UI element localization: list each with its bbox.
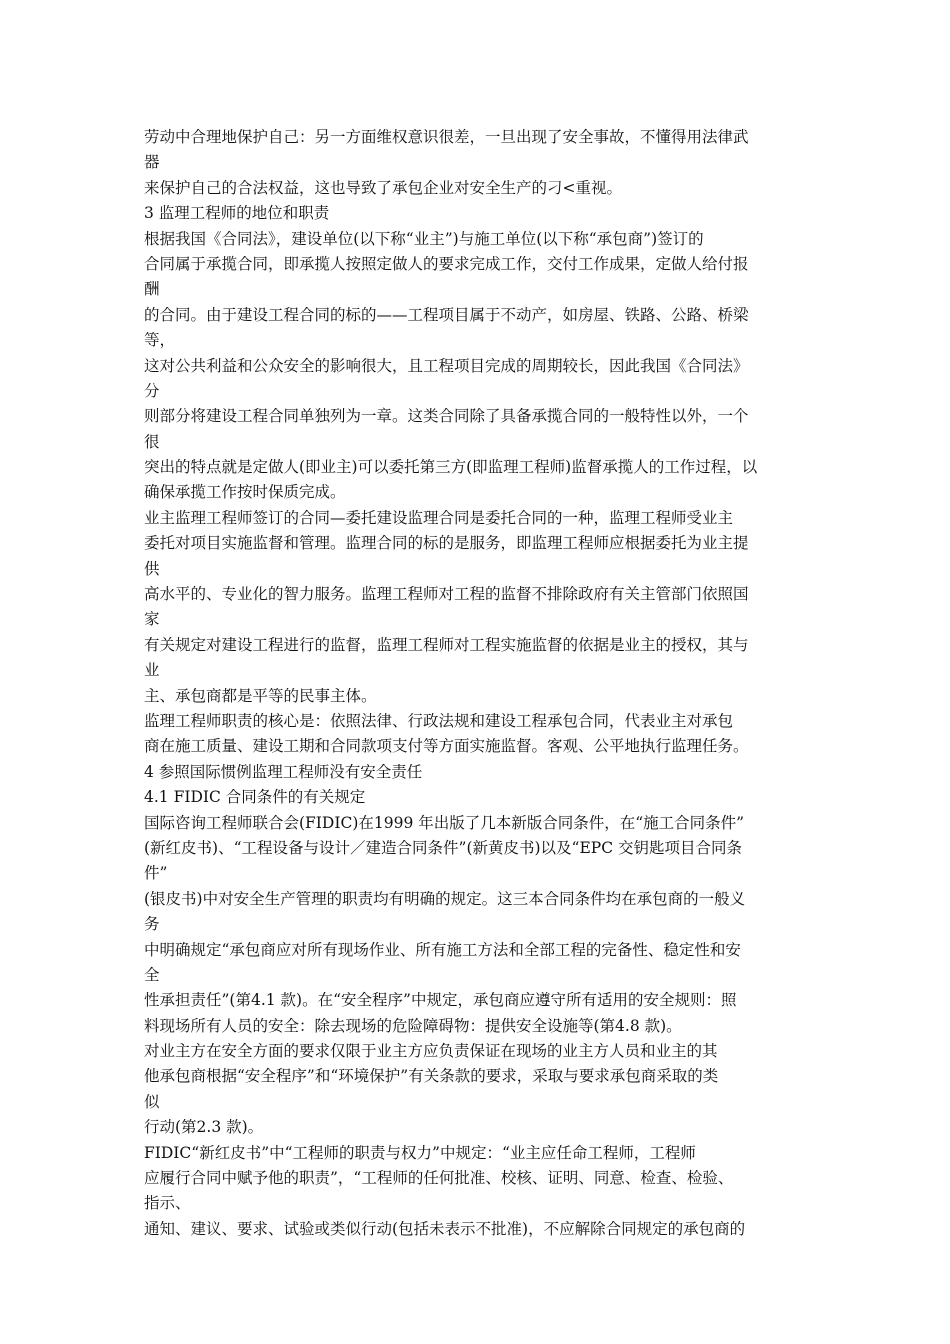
text-line: 应履行合同中赋予他的职责”，“工程师的任何批准、校核、证明、同意、检查、检验、: [144, 1169, 734, 1188]
text-line: 指示、: [144, 1194, 191, 1213]
text-line: 合同属于承揽合同，即承揽人按照定做人的要求完成工作，交付工作成果，定做人给付报: [144, 254, 749, 273]
text-line: 的合同。由于建设工程合同的标的——工程项目属于不动产，如房屋、铁路、公路、桥梁: [144, 305, 749, 324]
text-line: 国际咨询工程师联合会(FIDIC)在1999 年出版了几本新版合同条件，在“施工合同条件”: [144, 813, 745, 832]
text-line: 通知、建议、要求、试验或类似行动(包括未表示不批准)，不应解除合同规定的承包商的: [144, 1219, 746, 1238]
text-line: 劳动中合理地保护自己：另一方面维权意识很差，一旦出现了安全事故，不懂得用法律武: [144, 128, 749, 146]
text-line: 他承包商根据“安全程序”和“环境保护”有关条款的要求，采取与要求承包商采取的类: [144, 1067, 719, 1086]
text-line: 供: [144, 559, 160, 578]
text-line: (新红皮书)、“工程设备与设计／建造合同条件”(新黄皮书)以及“EPC 交钥匙项目合同条: [144, 838, 742, 857]
text-line: 商在施工质量、建设工期和合同款项支付等方面实施监督。客观、公平地执行监理任务。: [144, 737, 749, 756]
text-line: 根据我国《合同法》，建设单位(以下称“业主”)与施工单位(以下称“承包商”)签订的: [144, 229, 704, 248]
text-line: 酬: [144, 280, 160, 299]
body-text: [144, 125, 812, 1242]
text-line: 对业主方在安全方面的要求仅限于业主方应负责保证在现场的业主方人员和业主的其: [144, 1042, 718, 1061]
text-line: 突出的特点就是定做人(即业主)可以委托第三方(即监理工程师)监督承揽人的工作过程，以: [144, 458, 758, 477]
text-line: 行动(第2.3 款)。: [144, 1118, 264, 1137]
text-line: 很: [144, 432, 160, 451]
text-line: 确保承揽工作按时保质完成。: [144, 483, 346, 502]
section-heading: 4 参照国际惯例监理工程师没有安全责任: [144, 762, 423, 781]
text-line: 业: [144, 661, 160, 680]
text-line: 有关规定对建设工程进行的监督，监理工程师对工程实施监督的依据是业主的授权，其与: [144, 635, 749, 654]
text-line: 全: [144, 965, 160, 984]
text-line: 性承担责任”(第4.1 款)。在“安全程序”中规定，承包商应遵守所有适用的安全规则：照: [144, 991, 737, 1010]
text-line: 主、承包商都是平等的民事主体。: [144, 686, 377, 705]
text-line: 似: [144, 1092, 160, 1111]
text-line: 委托对项目实施监督和管理。监理合同的标的是服务，即监理工程师应根据委托为业主提: [144, 534, 749, 553]
text-line: 件”: [144, 864, 168, 883]
text-line: 监理工程师职责的核心是：依照法律、行政法规和建设工程承包合同，代表业主对承包: [144, 711, 734, 730]
text-line: 来保护自己的合法权益，这也导致了承包企业对安全生产的刁<重视。: [144, 178, 622, 197]
text-line: 务: [144, 915, 160, 934]
section-heading: 3 监理工程师的地位和职责: [144, 204, 330, 223]
text-line: (银皮书)中对安全生产管理的职责均有明确的规定。这三本合同条件均在承包商的一般义: [144, 889, 746, 908]
text-line: 分: [144, 381, 160, 400]
text-line: 业主监理工程师签订的合同—委托建设监理合同是委托合同的一种，监理工程师受业主: [144, 508, 734, 527]
text-line: 料现场所有人员的安全：除去现场的危险障碍物：提供安全设施等(第4.8 款)。: [144, 1016, 682, 1035]
text-line: 高水平的、专业化的智力服务。监理工程师对工程的监督不排除政府有关主管部门依照国: [144, 585, 749, 604]
text-line: 中明确规定“承包商应对所有现场作业、所有施工方法和全部工程的完备性、稳定性和安: [144, 940, 741, 959]
subsection-heading: 4.1 FIDIC 合同条件的有关规定: [144, 788, 366, 807]
text-line: 这对公共利益和公众安全的影响很大，且工程项目完成的周期较长，因此我国《合同法》: [144, 356, 749, 375]
text-line: 家: [144, 610, 160, 629]
text-line: FIDIC“新红皮书”中“工程师的职责与权力”中规定：“业主应任命工程师，工程师: [144, 1143, 696, 1162]
text-line: 器: [144, 153, 160, 172]
text-line: 等，: [144, 331, 176, 350]
text-line: 则部分将建设工程合同单独列为一章。这类合同除了具备承揽合同的一般特性以外，一个: [144, 407, 749, 426]
